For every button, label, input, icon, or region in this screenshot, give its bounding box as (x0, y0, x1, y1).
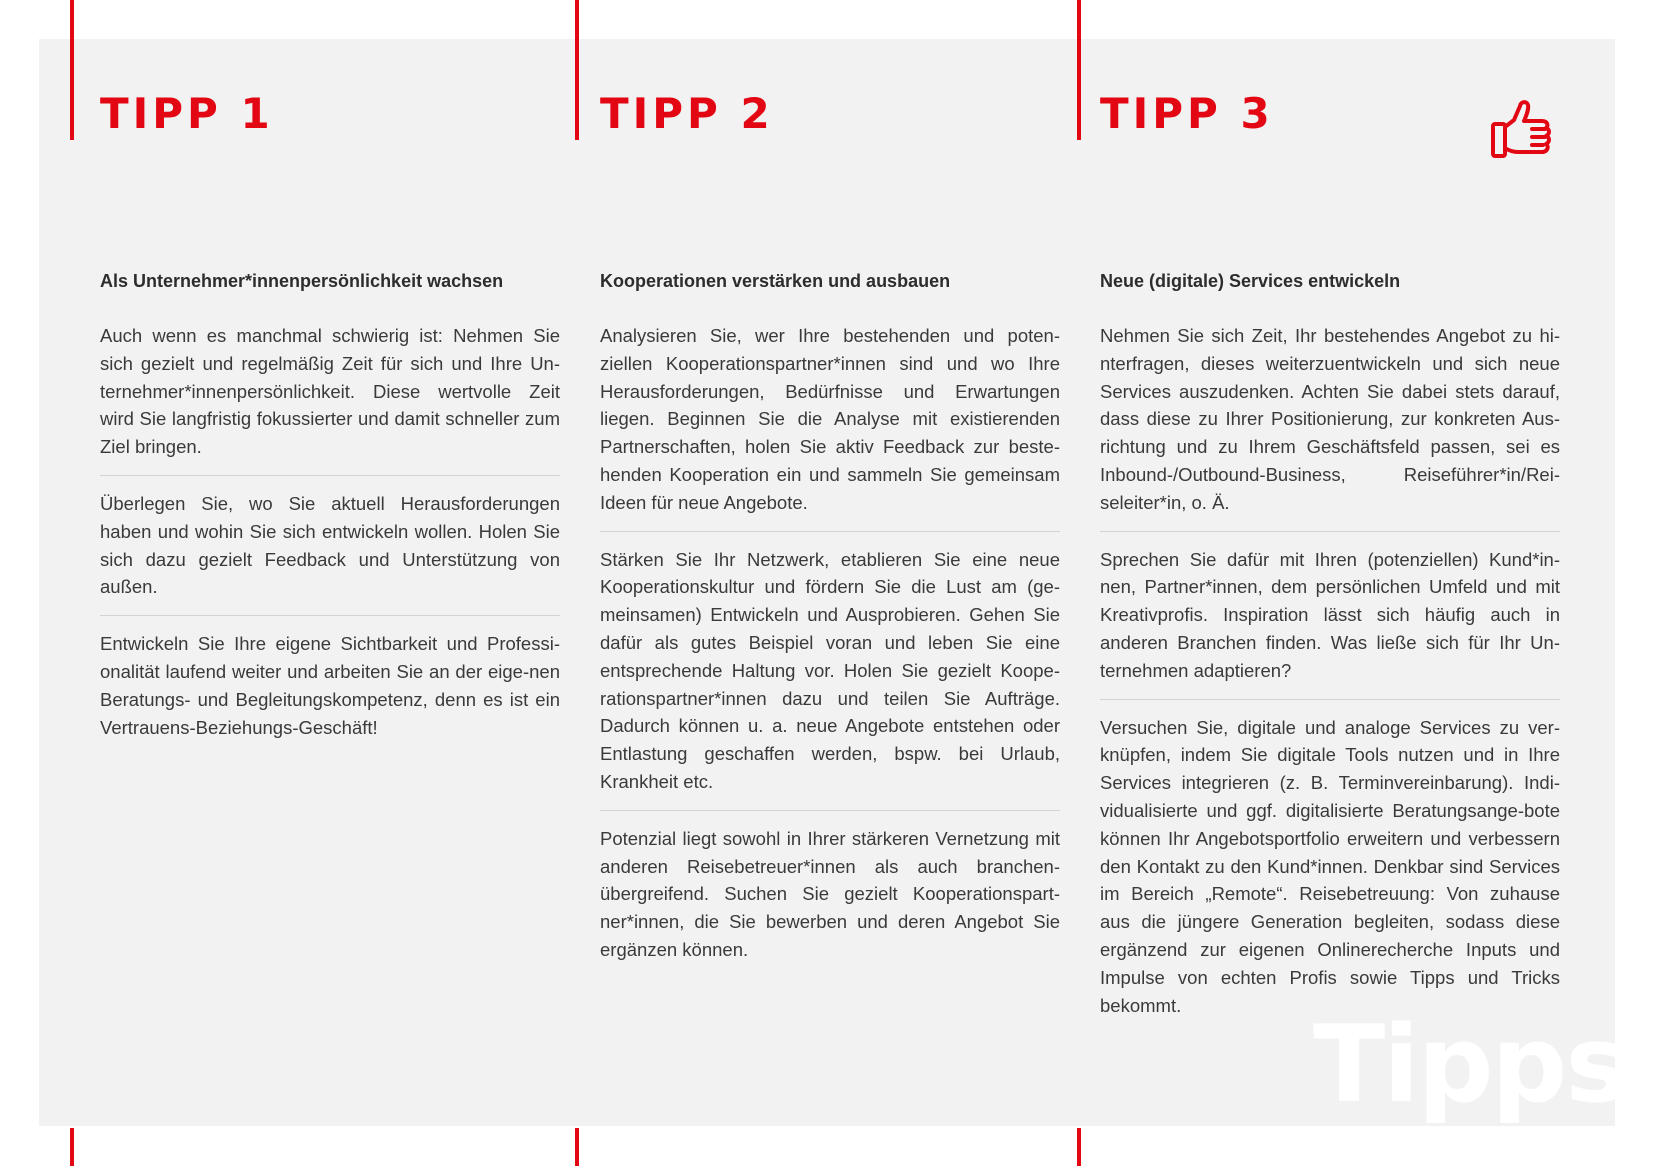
tip-paragraph: Analysieren Sie, wer Ihre bestehenden und poten-ziellen Kooperationspartner*innen sind und wo Ihre Herausforderungen, Bedürfnisse und Erwartungen liegen. Beginnen Sie die Analyse mit existierenden Partnerschaften, holen Sie aktiv Feedback zur beste-henden Kooperation ein und sammeln Sie gemeinsam Ideen für neue Angebote. (600, 325, 1060, 513)
tip-paragraph: Potenzial liegt sowohl in Ihrer stärkeren Vernetzung mit anderen Reisebetreuer*innen als auch branchen-übergreifend. Suchen Sie gezielt Kooperationspart-ner*innen, die Sie bewerben und deren Angebot Sie ergänzen können. (600, 827, 1060, 960)
divider (600, 810, 1060, 811)
tip-paragraph: Stärken Sie Ihr Netzwerk, etablieren Sie eine neue Kooperationskultur und fördern Sie die Lust am (ge-meinsamen) Entwickeln und Ausprobieren. Gehen Sie dafür als gutes Beispiel voran und leben Sie eine entsprechende Haltung vor. Holen Sie gezielt Koope-rationspartner*innen dazu und teilen Sie Aufträge. Dadurch können u. a. neue Angebote entstehen oder Entlastung geschaffen werden, bspw. bei Urlaub, Krankheit etc. (600, 548, 1060, 792)
tip-paragraphs (600, 322, 1060, 964)
tip-paragraphs (1100, 322, 1560, 1019)
watermark-text: Tipps (1313, 1003, 1627, 1126)
tip-title: TIPP 1 (100, 89, 274, 138)
tip-title: TIPP 3 (1100, 89, 1274, 138)
tip-paragraphs (100, 322, 560, 741)
tip-subtitle: Als Unternehmer*innenpersönlichkeit wachsen (100, 271, 504, 291)
divider (1100, 531, 1560, 532)
tip-subtitle: Kooperationen verstärken und ausbauen (600, 271, 951, 291)
divider (600, 531, 1060, 532)
tip-paragraph: Entwickeln Sie Ihre eigene Sichtbarkeit und Professi-onalität laufend weiter und arbeiten Sie an der eige-nen Beratungs- und Begleitungskompetenz, denn es ist ein Vertrauens-Beziehungs-Geschäft! (100, 633, 560, 738)
accent-line-1-bottom (70, 1128, 74, 1166)
tip-paragraph: Nehmen Sie sich Zeit, Ihr bestehendes Angebot zu hi-nterfragen, dieses weiterzuentwickeln und sich neue Services auszudenken. Achten Sie dabei stets darauf, dass diese zu Ihrer Positionierung, zur konkreten Aus-richtung und zu Ihrem Geschäftsfeld passen, sei es Inbound-/Outbound-Business, Reiseführer*in/Rei-seleiter*in, o. Ä. (1100, 325, 1560, 513)
tip-title: TIPP 2 (600, 89, 774, 138)
accent-line-3-top (1077, 0, 1081, 140)
accent-line-2-top (575, 0, 579, 140)
accent-line-1-top (70, 0, 74, 140)
thumbs-up-icon (1490, 96, 1556, 162)
divider (1100, 699, 1560, 700)
tip-paragraph: Überlegen Sie, wo Sie aktuell Herausforderungen haben und wohin Sie sich entwickeln wollen. Holen Sie sich dazu gezielt Feedback und Unterstützung von außen. (100, 492, 560, 598)
tip-paragraph: Auch wenn es manchmal schwierig ist: Nehmen Sie sich gezielt und regelmäßig Zeit für sich und Ihre Un-ternehmer*innenpersönlichkeit. Diese wertvolle Zeit wird Sie langfristig fokussierter und damit schneller zum Ziel bringen. (100, 325, 560, 458)
tip-paragraph: Versuchen Sie, digitale und analoge Services zu ver-knüpfen, indem Sie digitale Tools nutzen und in Ihre Services integrieren (z. B. Terminvereinbarung). Indi-vidualisierte und ggf. digitalisierte Beratungsange-bote können Ihr Angebotsportfolio erweitern und verbessern den Kontakt zu den Kund*innen. Denkbar sind Services im Bereich „Remote“. Reisebetreuung: Von zuhause aus die jüngere Generation begleiten, sodass diese ergänzend zur eigenen Onlinerecherche Inputs und Impulse von echten Profis sowie Tipps und Tricks bekommt. (1100, 716, 1560, 1016)
tip-subtitle: Neue (digitale) Services entwickeln (1100, 271, 1401, 291)
divider (100, 475, 560, 476)
accent-line-3-bottom (1077, 1128, 1081, 1166)
divider (100, 615, 560, 616)
tip-paragraph: Sprechen Sie dafür mit Ihren (potenziellen) Kund*in-nen, Partner*innen, dem persönlichen Umfeld und mit Kreativprofis. Inspiration lässt sich häufig auch in anderen Branchen finden. Was ließe sich für Ihr Un-ternehmen adaptieren? (1100, 548, 1560, 681)
accent-line-2-bottom (575, 1128, 579, 1166)
